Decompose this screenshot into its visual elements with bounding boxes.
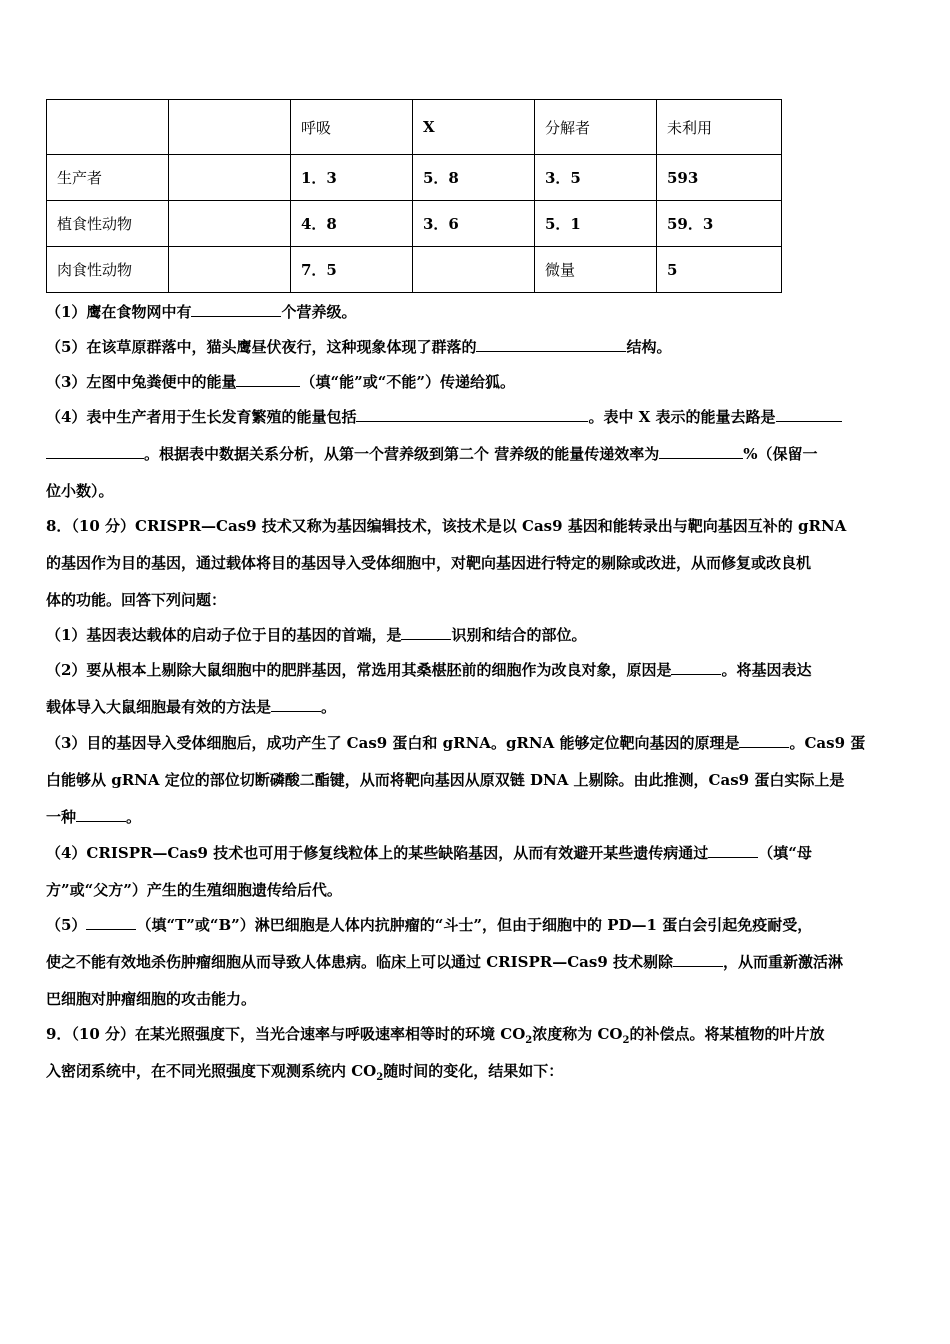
answer-blank[interactable]	[46, 444, 144, 459]
table-cell: 5	[657, 247, 782, 293]
answer-blank[interactable]	[476, 337, 626, 352]
line-text: （4）CRISPR—Cas9 技术也可用于修复线粒体上的某些缺陷基因，从而有效避开某些遗传病通过	[46, 844, 709, 862]
table-cell: 593	[657, 155, 782, 201]
question-line	[46, 337, 906, 357]
subscript: 2	[376, 1072, 384, 1083]
question-line	[46, 1061, 906, 1088]
line-text: 浓度称为 CO	[532, 1025, 623, 1043]
table-cell: 5．1	[535, 201, 657, 247]
table-cell: X	[413, 100, 535, 155]
answer-blank[interactable]	[191, 302, 281, 317]
line-text: （填“T”或“B”）淋巴细胞是人体内抗肿瘤的“斗士”，但由于细胞中的 PD—1 蛋白会引起免疫耐受，	[136, 916, 813, 934]
question-line	[46, 444, 906, 464]
question-line	[46, 625, 906, 645]
line-text: （2）要从根本上剔除大鼠细胞中的肥胖基因，常选用其桑椹胚前的细胞作为改良对象，原因是	[46, 661, 672, 679]
line-text: 个营养级。	[281, 303, 357, 321]
question-line	[46, 590, 906, 610]
table-cell: 分解者	[535, 100, 657, 155]
table-cell	[169, 201, 291, 247]
line-text: （4）表中生产者用于生长发育繁殖的能量包括	[46, 408, 357, 426]
table-cell	[169, 100, 291, 155]
answer-blank[interactable]	[271, 697, 321, 712]
question-line	[46, 372, 906, 392]
line-text: 。表中 X 表示的能量去路是	[588, 408, 776, 426]
line-text: 位小数）。	[46, 482, 114, 500]
line-text: 。	[321, 698, 337, 716]
line-text: 白能够从 gRNA 定位的部位切断磷酸二酯键，从而将靶向基因从原双链 DNA 上剔除。由此推测，Cas9 蛋白实际上是	[46, 771, 845, 789]
table-cell: 生产者	[47, 155, 169, 201]
question-line	[46, 843, 906, 863]
line-text: %（保留一	[743, 445, 818, 463]
line-text: （填“能”或“不能”）传递给狐。	[300, 373, 515, 391]
table-cell: 3．6	[413, 201, 535, 247]
answer-blank[interactable]	[236, 372, 300, 387]
answer-blank[interactable]	[671, 660, 721, 675]
line-text: （5）在该草原群落中，猫头鹰昼伏夜行，这种现象体现了群落的	[46, 338, 477, 356]
line-text: 方”或“父方”）产生的生殖细胞遗传给后代。	[46, 881, 342, 899]
line-text: 载体导入大鼠细胞最有效的方法是	[46, 698, 272, 716]
question-line	[46, 952, 906, 972]
subscript: 2	[622, 1035, 630, 1046]
question-8-stem	[46, 516, 906, 536]
line-text: 8．（10 分）CRISPR—Cas9 技术又称为基因编辑技术，该技术是以 Cas9 基因和能转录出与靶向基因互补的 gRNA	[46, 517, 847, 535]
answer-blank[interactable]	[739, 733, 789, 748]
table-cell	[413, 247, 535, 293]
table-cell	[169, 155, 291, 201]
table-cell	[47, 100, 169, 155]
line-text: （1）鹰在食物网中有	[46, 303, 192, 321]
answer-blank[interactable]	[673, 952, 723, 967]
line-text: 随时间的变化，结果如下：	[383, 1062, 564, 1080]
question-line	[46, 553, 906, 573]
table-cell: 7．5	[291, 247, 413, 293]
line-text: ，从而重新激活淋	[723, 953, 844, 971]
question-line	[46, 481, 906, 501]
line-text: （1）基因表达载体的启动子位于目的基因的首端，是	[46, 626, 402, 644]
line-text: 巴细胞对肿瘤细胞的攻击能力。	[46, 990, 257, 1008]
line-text: 结构。	[626, 338, 672, 356]
question-line	[46, 880, 906, 900]
table-row	[47, 247, 782, 293]
question-line	[46, 989, 906, 1009]
line-text: 入密闭系统中，在不同光照强度下观测系统内 CO	[46, 1062, 377, 1080]
line-text: 的补偿点。将某植物的叶片放	[629, 1025, 825, 1043]
table-cell: 3．5	[535, 155, 657, 201]
table-row	[47, 155, 782, 201]
table-cell: 4．8	[291, 201, 413, 247]
line-text: 使之不能有效地杀伤肿瘤细胞从而导致人体患病。临床上可以通过 CRISPR—Cas9 技术剔除	[46, 953, 673, 971]
question-line	[46, 915, 906, 935]
question-line	[46, 733, 906, 753]
table-cell: 肉食性动物	[47, 247, 169, 293]
question-line	[46, 660, 906, 680]
line-text: 。将基因表达	[721, 661, 812, 679]
answer-blank[interactable]	[76, 807, 126, 822]
answer-blank[interactable]	[86, 915, 136, 930]
line-text: （填“母	[758, 844, 812, 862]
line-text: （3）左图中兔粪便中的能量	[46, 373, 237, 391]
answer-blank[interactable]	[356, 407, 588, 422]
line-text: 。根据表中数据关系分析，从第一个营养级到第二个 营养级的能量传递效率为	[144, 445, 660, 463]
question-line	[46, 770, 906, 790]
table-cell: 59．3	[657, 201, 782, 247]
line-text: 一种	[46, 808, 77, 826]
energy-flow-table	[46, 99, 782, 293]
question-line	[46, 302, 906, 322]
line-text: 体的功能。回答下列问题：	[46, 591, 227, 609]
answer-blank[interactable]	[708, 843, 758, 858]
table-cell: 5．8	[413, 155, 535, 201]
line-text: 。Cas9 蛋	[789, 734, 866, 752]
answer-blank[interactable]	[776, 407, 842, 422]
table-cell	[169, 247, 291, 293]
table-cell: 呼吸	[291, 100, 413, 155]
answer-blank[interactable]	[659, 444, 743, 459]
line-text: 。	[126, 808, 142, 826]
subscript: 2	[525, 1035, 533, 1046]
table-header-row	[47, 100, 782, 155]
question-line	[46, 407, 906, 427]
line-text: 9．（10 分）在某光照强度下，当光合速率与呼吸速率相等时的环境 CO	[46, 1025, 526, 1043]
table-row	[47, 201, 782, 247]
line-text: 识别和结合的部位。	[451, 626, 587, 644]
line-text: （5）	[46, 916, 87, 934]
table-cell: 植食性动物	[47, 201, 169, 247]
table-cell: 未利用	[657, 100, 782, 155]
line-text: 的基因作为目的基因，通过载体将目的基因导入受体细胞中，对靶向基因进行特定的剔除或改进，从而修复或改良机	[46, 554, 812, 572]
answer-blank[interactable]	[401, 625, 451, 640]
table-cell: 微量	[535, 247, 657, 293]
question-9-stem	[46, 1024, 906, 1051]
table-cell: 1．3	[291, 155, 413, 201]
line-text: （3）目的基因导入受体细胞后，成功产生了 Cas9 蛋白和 gRNA。gRNA 能够定位靶向基因的原理是	[46, 734, 740, 752]
question-line	[46, 807, 906, 827]
question-line	[46, 697, 906, 717]
